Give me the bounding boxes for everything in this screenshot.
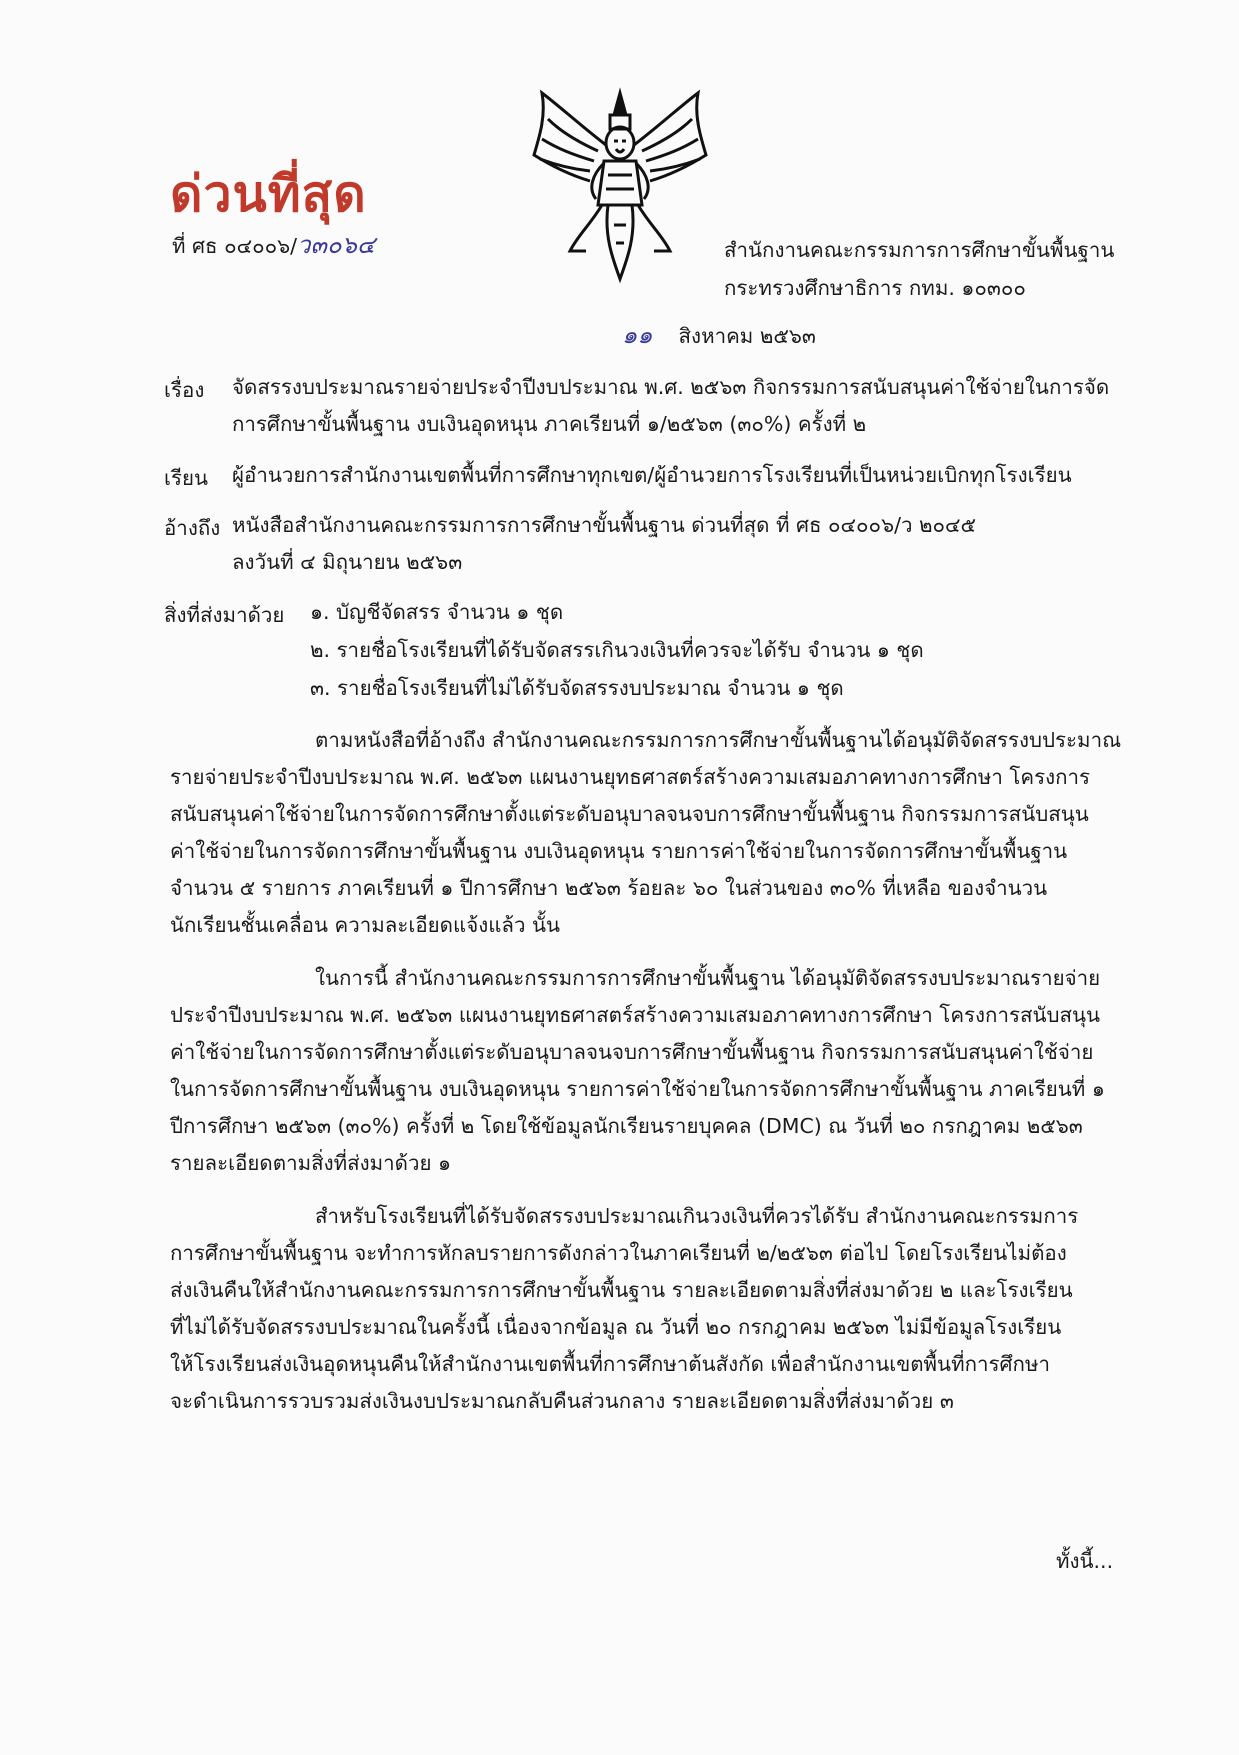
urgent-stamp: ด่วนที่สุด bbox=[170, 165, 367, 223]
body-paragraph-2 bbox=[170, 960, 1114, 1182]
paragraph-line: ปีการศึกษา ๒๕๖๓ (๓๐%) ครั้งที่ ๒ โดยใช้ข้อมูลนักเรียนรายบุคคล (DMC) ณ วันที่ ๒๐ กรกฎาคม ๒๕๖๓ bbox=[170, 1114, 1083, 1138]
document-date bbox=[622, 322, 816, 349]
paragraph-line: ในการจัดการศึกษาขั้นพื้นฐาน งบเงินอุดหนุน รายการค่าใช้จ่ายในการจัดการศึกษาขั้นพื้นฐาน ภาคเรียนที่ ๑ bbox=[170, 1077, 1105, 1101]
paragraph-line: การศึกษาขั้นพื้นฐาน จะทำการหักลบรายการดังกล่าวในภาคเรียนที่ ๒/๒๕๖๓ ต่อไป โดยโรงเรียนไม่ต้อง bbox=[170, 1241, 1067, 1265]
subject-line-2: การศึกษาขั้นพื้นฐาน งบเงินอุดหนุน ภาคเรียนที่ ๑/๒๕๖๓ (๓๐%) ครั้งที่ ๒ bbox=[232, 412, 867, 436]
date-day-handwritten: ๑๑ bbox=[622, 321, 653, 349]
enclosure-item: ๑. บัญชีจัดสรร จำนวน ๑ ชุด bbox=[310, 600, 564, 624]
body-paragraph-1 bbox=[170, 722, 1122, 944]
body-paragraph-3 bbox=[170, 1198, 1114, 1420]
page-continuation: ทั้งนี้... bbox=[1056, 1549, 1114, 1573]
enclosure-item: ๒. รายชื่อโรงเรียนที่ได้รับจัดสรรเกินวงเงินที่ควรจะได้รับ จำนวน ๑ ชุด bbox=[310, 638, 924, 662]
office-name: สำนักงานคณะกรรมการการศึกษาขั้นพื้นฐาน bbox=[724, 238, 1115, 262]
paragraph-line: ส่งเงินคืนให้สำนักงานคณะกรรมการการศึกษาขั้นพื้นฐาน รายละเอียดตามสิ่งที่ส่งมาด้วย ๒ และโรงเรียน bbox=[170, 1278, 1073, 1302]
paragraph-line: จำนวน ๕ รายการ ภาคเรียนที่ ๑ ปีการศึกษา ๒๕๖๓ ร้อยละ ๖๐ ในส่วนของ ๓๐% ที่เหลือ ของจำนวน bbox=[170, 876, 1048, 900]
date-month-year: สิงหาคม ๒๕๖๓ bbox=[678, 324, 816, 348]
reference-number bbox=[172, 232, 375, 259]
reference-label: อ้างถึง bbox=[164, 516, 221, 540]
paragraph-line: ค่าใช้จ่ายในการจัดการศึกษาตั้งแต่ระดับอนุบาลจนจบการศึกษาขั้นพื้นฐาน กิจกรรมการสนับสนุนค่าใช้จ่าย bbox=[170, 1040, 1094, 1064]
reference-handwritten: ว๓๐๖๔ bbox=[297, 231, 375, 259]
paragraph-line: ที่ไม่ได้รับจัดสรรงบประมาณในครั้งนี้ เนื่องจากข้อมูล ณ วันที่ ๒๐ กรกฎาคม ๒๕๖๓ ไม่มีข้อมูลโรงเรียน bbox=[170, 1315, 1062, 1339]
paragraph-line: ให้โรงเรียนส่งเงินอุดหนุนคืนให้สำนักงานเขตพื้นที่การศึกษาต้นสังกัด เพื่อสำนักงานเขตพื้นที่การศึกษา bbox=[170, 1352, 1050, 1376]
subject-line-1: จัดสรรงบประมาณรายจ่ายประจำปีงบประมาณ พ.ศ. ๒๕๖๓ กิจกรรมการสนับสนุนค่าใช้จ่ายในการจัด bbox=[232, 375, 1110, 399]
paragraph-line: ในการนี้ สำนักงานคณะกรรมการการศึกษาขั้นพื้นฐาน ได้อนุมัติจัดสรรงบประมาณรายจ่าย bbox=[315, 966, 1101, 990]
paragraph-line: สำหรับโรงเรียนที่ได้รับจัดสรรงบประมาณเกินวงเงินที่ควรได้รับ สำนักงานคณะกรรมการ bbox=[315, 1204, 1079, 1228]
enclosure-item: ๓. รายชื่อโรงเรียนที่ไม่ได้รับจัดสรรงบประมาณ จำนวน ๑ ชุด bbox=[310, 676, 844, 700]
paragraph-line: รายจ่ายประจำปีงบประมาณ พ.ศ. ๒๕๖๓ แผนงานยุทธศาสตร์สร้างความเสมอภาคทางการศึกษา โครงการ bbox=[170, 765, 1091, 789]
reference-line-1: หนังสือสำนักงานคณะกรรมการการศึกษาขั้นพื้นฐาน ด่วนที่สุด ที่ ศธ ๐๔๐๐๖/ว ๒๐๔๕ bbox=[232, 513, 977, 537]
enclosures-label: สิ่งที่ส่งมาด้วย bbox=[164, 603, 285, 627]
subject-label: เรื่อง bbox=[164, 378, 205, 402]
reference-prefix: ที่ ศธ ๐๔๐๐๖/ bbox=[172, 234, 298, 258]
garuda-emblem-icon bbox=[530, 85, 710, 285]
paragraph-line: ค่าใช้จ่ายในการจัดการศึกษาขั้นพื้นฐาน งบเงินอุดหนุน รายการค่าใช้จ่ายในการจัดการศึกษาขั้นพื้นฐาน bbox=[170, 839, 1068, 863]
to-text: ผู้อำนวยการสำนักงานเขตพื้นที่การศึกษาทุกเขต/ผู้อำนวยการโรงเรียนที่เป็นหน่วยเบิกทุกโรงเรียน bbox=[232, 463, 1072, 487]
paragraph-line: ประจำปีงบประมาณ พ.ศ. ๒๕๖๓ แผนงานยุทธศาสตร์สร้างความเสมอภาคทางการศึกษา โครงการสนับสนุน bbox=[170, 1003, 1101, 1027]
paragraph-line: สนับสนุนค่าใช้จ่ายในการจัดการศึกษาตั้งแต่ระดับอนุบาลจนจบการศึกษาขั้นพื้นฐาน กิจกรรมการสนับสนุน bbox=[170, 802, 1089, 826]
office-address: กระทรวงศึกษาธิการ กทม. ๑๐๓๐๐ bbox=[724, 276, 1026, 300]
paragraph-line: จะดำเนินการรวบรวมส่งเงินงบประมาณกลับคืนส่วนกลาง รายละเอียดตามสิ่งที่ส่งมาด้วย ๓ bbox=[170, 1389, 954, 1413]
reference-line-2: ลงวันที่ ๔ มิถุนายน ๒๕๖๓ bbox=[232, 550, 463, 574]
paragraph-line: รายละเอียดตามสิ่งที่ส่งมาด้วย ๑ bbox=[170, 1151, 452, 1175]
paragraph-line: ตามหนังสือที่อ้างถึง สำนักงานคณะกรรมการการศึกษาขั้นพื้นฐานได้อนุมัติจัดสรรงบประมาณ bbox=[315, 728, 1122, 752]
paragraph-line: นักเรียนชั้นเคลื่อน ความละเอียดแจ้งแล้ว นั้น bbox=[170, 913, 561, 937]
to-label: เรียน bbox=[164, 466, 209, 490]
